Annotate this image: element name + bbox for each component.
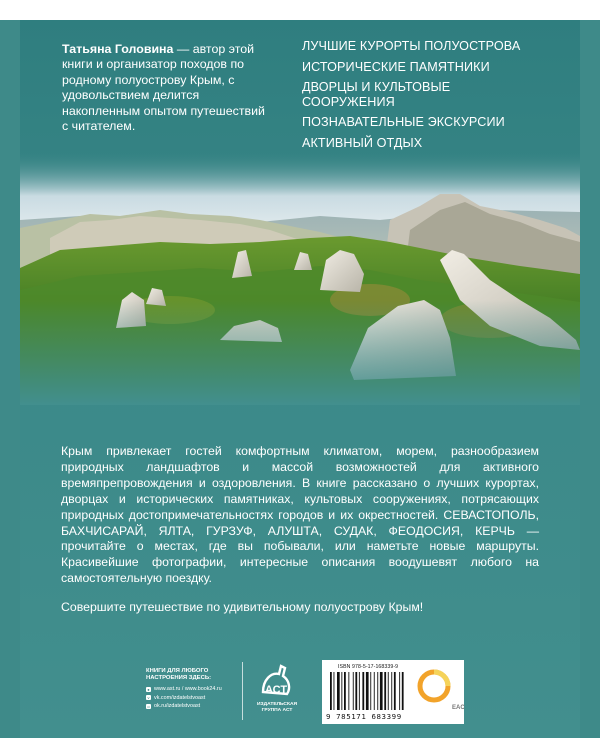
eac-mark-icon: EAC: [452, 705, 465, 711]
topics-list: [302, 39, 520, 157]
ast-caption: ИЗДАТЕЛЬСКАЯ ГРУППА АСТ: [257, 702, 297, 713]
top-margin: [0, 0, 600, 20]
author-blurb: [62, 42, 267, 134]
barcode-bar: [353, 672, 354, 710]
topic-item: ДВОРЦЫ И КУЛЬТОВЫЕ СООРУЖЕНИЯ: [302, 80, 451, 109]
topic-item: ПОЗНАВАТЕЛЬНЫЕ ЭКСКУРСИИ: [302, 115, 505, 130]
topic-item: ЛУЧШИЕ КУРОРТЫ ПОЛУОСТРОВА: [302, 39, 521, 53]
publisher-link-text: vk.com/izdatelstvoast: [154, 694, 206, 701]
barcode-bar: [374, 672, 375, 710]
book-description: Крым привлекает гостей комфортным климатом, морем, разнообразием природных ландшафтов и массой возможностей для активного времяпрепровождения и оздоровления. В книге рассказано о лучших курортах, дворцах и исторических памятниках, культовых сооружениях, потрясающих природных достопримечательностях городов и их окрестностей. СЕВАСТОПОЛЬ, БАХЧИСАРАЙ, ЯЛТА, ГУРЗУФ, АЛУШТА, СУДАК, ФЕОДОСИЯ, КЕРЧЬ — прочитайте о местах, где вы побывали, или наметьте новые маршруты. Красивейшие фотографии, интересные описания воодушевят любого на самостоятельную поездку.: [61, 444, 539, 586]
call-to-action: Совершите путешествие по удивительному полуострову Крым!: [61, 600, 424, 614]
vk-icon: v: [147, 695, 150, 701]
publisher-link[interactable]: [146, 702, 246, 711]
topic-item: ИСТОРИЧЕСКИЕ ПАМЯТНИКИ: [302, 59, 490, 74]
author-name: Татьяна Головина: [62, 42, 174, 56]
age-ring-icon: [416, 668, 452, 704]
barcode-bar: [348, 672, 349, 710]
barcode-bar: [394, 672, 396, 710]
globe-icon: ●: [147, 686, 150, 692]
barcode-bar: [341, 672, 342, 710]
ast-logo: [248, 662, 306, 722]
barcode-bar: [402, 672, 404, 710]
ok-icon: o: [147, 703, 150, 709]
barcode-bar: [362, 672, 364, 710]
barcode-bar: [344, 672, 346, 710]
barcode-bar: [330, 672, 332, 710]
barcode-bar: [377, 672, 378, 710]
barcode-bar: [388, 672, 389, 710]
publisher-link[interactable]: [146, 685, 246, 694]
barcode-bar: [359, 672, 360, 710]
barcode-bar: [399, 672, 400, 710]
barcode-bar: [337, 672, 340, 710]
publisher-link[interactable]: [146, 694, 246, 703]
topic-item: АКТИВНЫЙ ОТДЫХ: [302, 135, 423, 150]
barcode-digits: 9 785171 683399: [326, 712, 402, 721]
barcode: [330, 672, 406, 712]
barcode-bar: [380, 672, 383, 710]
bottom-margin: [0, 738, 600, 750]
publisher-links: [146, 668, 246, 711]
publisher-heading: КНИГИ ДЛЯ ЛЮБОГО НАСТРОЕНИЯ ЗДЕСЬ:: [146, 668, 212, 681]
author-bio: — автор этой книги и организатор походов по родному полуострову Крым, с удовольствием делится накопленным опытом путешествий с читателем.: [62, 42, 265, 134]
landscape-photo: [20, 150, 580, 405]
barcode-bar: [355, 672, 357, 710]
ast-logo-text: АСТ: [265, 684, 288, 696]
publisher-link-text: ok.ru/izdatelstvoast: [154, 703, 201, 709]
barcode-bar: [370, 672, 371, 710]
barcode-bar: [384, 672, 386, 710]
barcode-bar: [366, 672, 369, 710]
divider: [242, 662, 243, 720]
ast-mascot-icon: [257, 662, 297, 702]
barcode-bar: [391, 672, 392, 710]
barcode-bar: [334, 672, 335, 710]
isbn-label: ISBN 978-5-17-168339-9: [338, 664, 399, 670]
publisher-link-text: www.ast.ru / www.book24.ru: [154, 686, 222, 692]
